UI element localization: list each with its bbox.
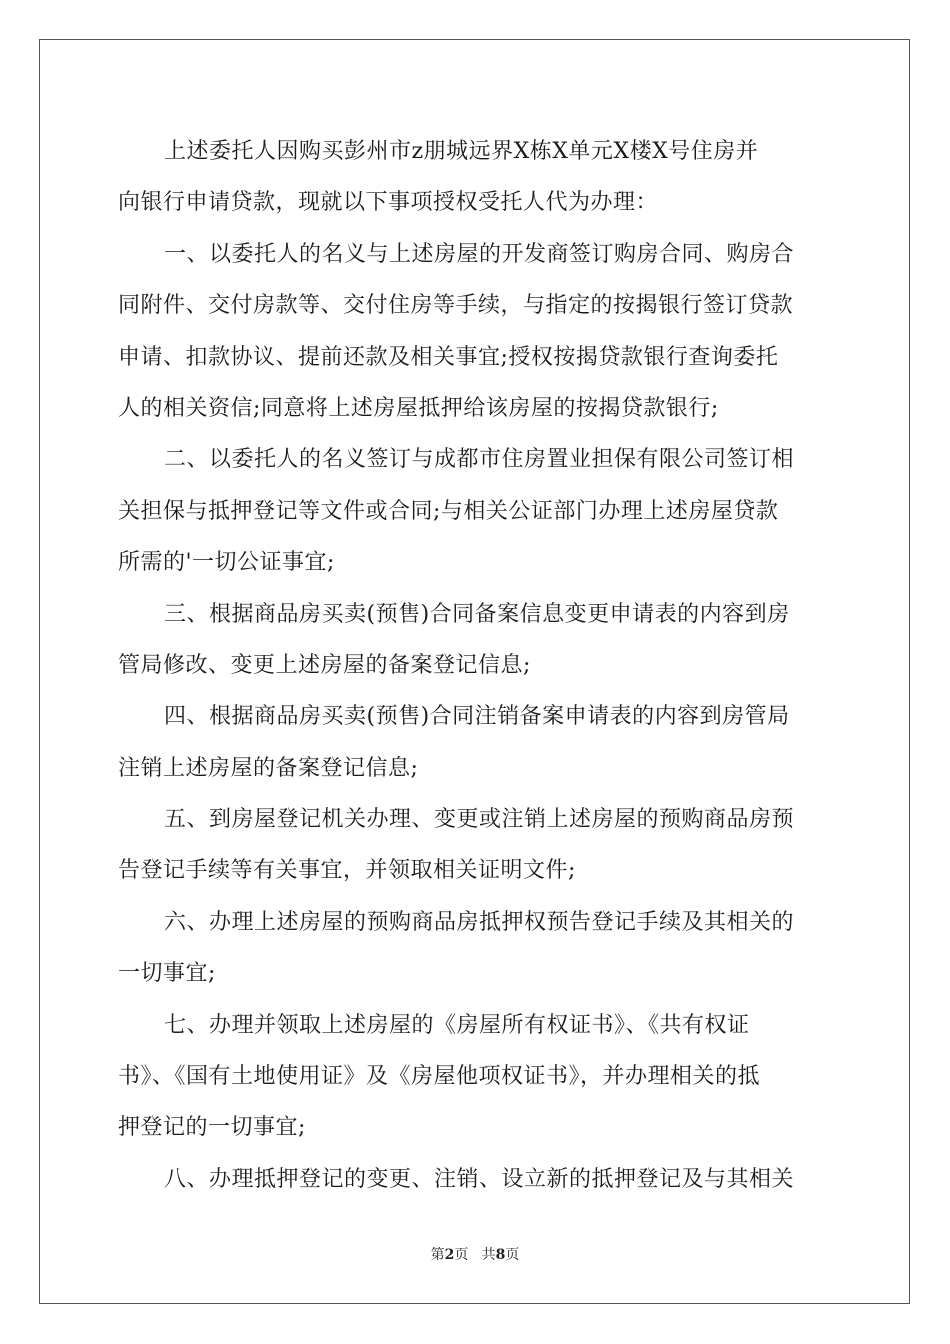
text-line-19: 书》、《国有土地使用证》及《房屋他项权证书》，并办理相关的抵 — [118, 1064, 761, 1090]
page-number: 2 — [444, 1247, 455, 1263]
text-line-7: 二、以委托人的名义签订与成都市住房置业担保有限公司签订相 — [164, 447, 795, 473]
text-line-2: 向银行申请贷款，现就以下事项授权受托人代为办理： — [118, 190, 659, 216]
page-suffix: 页 — [454, 1247, 469, 1263]
page-footer — [0, 1245, 950, 1265]
text-line-15: 告登记手续等有关事宜，并领取相关证明文件; — [118, 858, 576, 884]
text-line-8: 关担保与抵押登记等文件或合同;与相关公证部门办理上述房屋贷款 — [118, 498, 779, 524]
document-body — [118, 126, 834, 1205]
text-line-14: 五、到房屋登记机关办理、变更或注销上述房屋的预购商品房预 — [164, 807, 795, 833]
text-line-13: 注销上述房屋的备案登记信息; — [118, 755, 419, 781]
text-line-6: 人的相关资信;同意将上述房屋抵押给该房屋的按揭贷款银行; — [118, 395, 719, 421]
text-line-1: 上述委托人因购买彭州市z朋城远界X栋X单元X楼X号住房并 — [164, 139, 759, 164]
text-line-21: 八、办理抵押登记的变更、注销、设立新的抵押登记及与其相关 — [164, 1166, 795, 1192]
total-prefix: 共 — [481, 1247, 496, 1263]
text-line-18: 七、办理并领取上述房屋的《房屋所有权证书》、《共有权证 — [164, 1012, 750, 1038]
text-line-17: 一切事宜; — [118, 961, 216, 987]
text-line-4: 同附件、交付房款等、交付住房等手续，与指定的按揭银行签订贷款 — [118, 293, 794, 319]
total-pages: 8 — [495, 1247, 506, 1263]
total-suffix: 页 — [505, 1247, 520, 1263]
text-line-3: 一、以委托人的名义与上述房屋的开发商签订购房合同、购房合 — [164, 241, 795, 267]
text-line-12: 四、根据商品房买卖(预售)合同注销备案申请表的内容到房管局 — [164, 704, 790, 730]
text-line-11: 管局修改、变更上述房屋的备案登记信息; — [118, 652, 531, 678]
text-line-10: 三、根据商品房买卖(预售)合同备案信息变更申请表的内容到房 — [164, 601, 790, 627]
text-line-16: 六、办理上述房屋的预购商品房抵押权预告登记手续及其相关的 — [164, 909, 795, 935]
text-line-9: 所需的'一切公证事宜; — [118, 550, 335, 576]
text-line-20: 押登记的一切事宜; — [118, 1115, 306, 1141]
page-prefix: 第 — [430, 1247, 445, 1263]
text-line-5: 申请、扣款协议、提前还款及相关事宜;授权按揭贷款银行查询委托 — [118, 344, 779, 370]
